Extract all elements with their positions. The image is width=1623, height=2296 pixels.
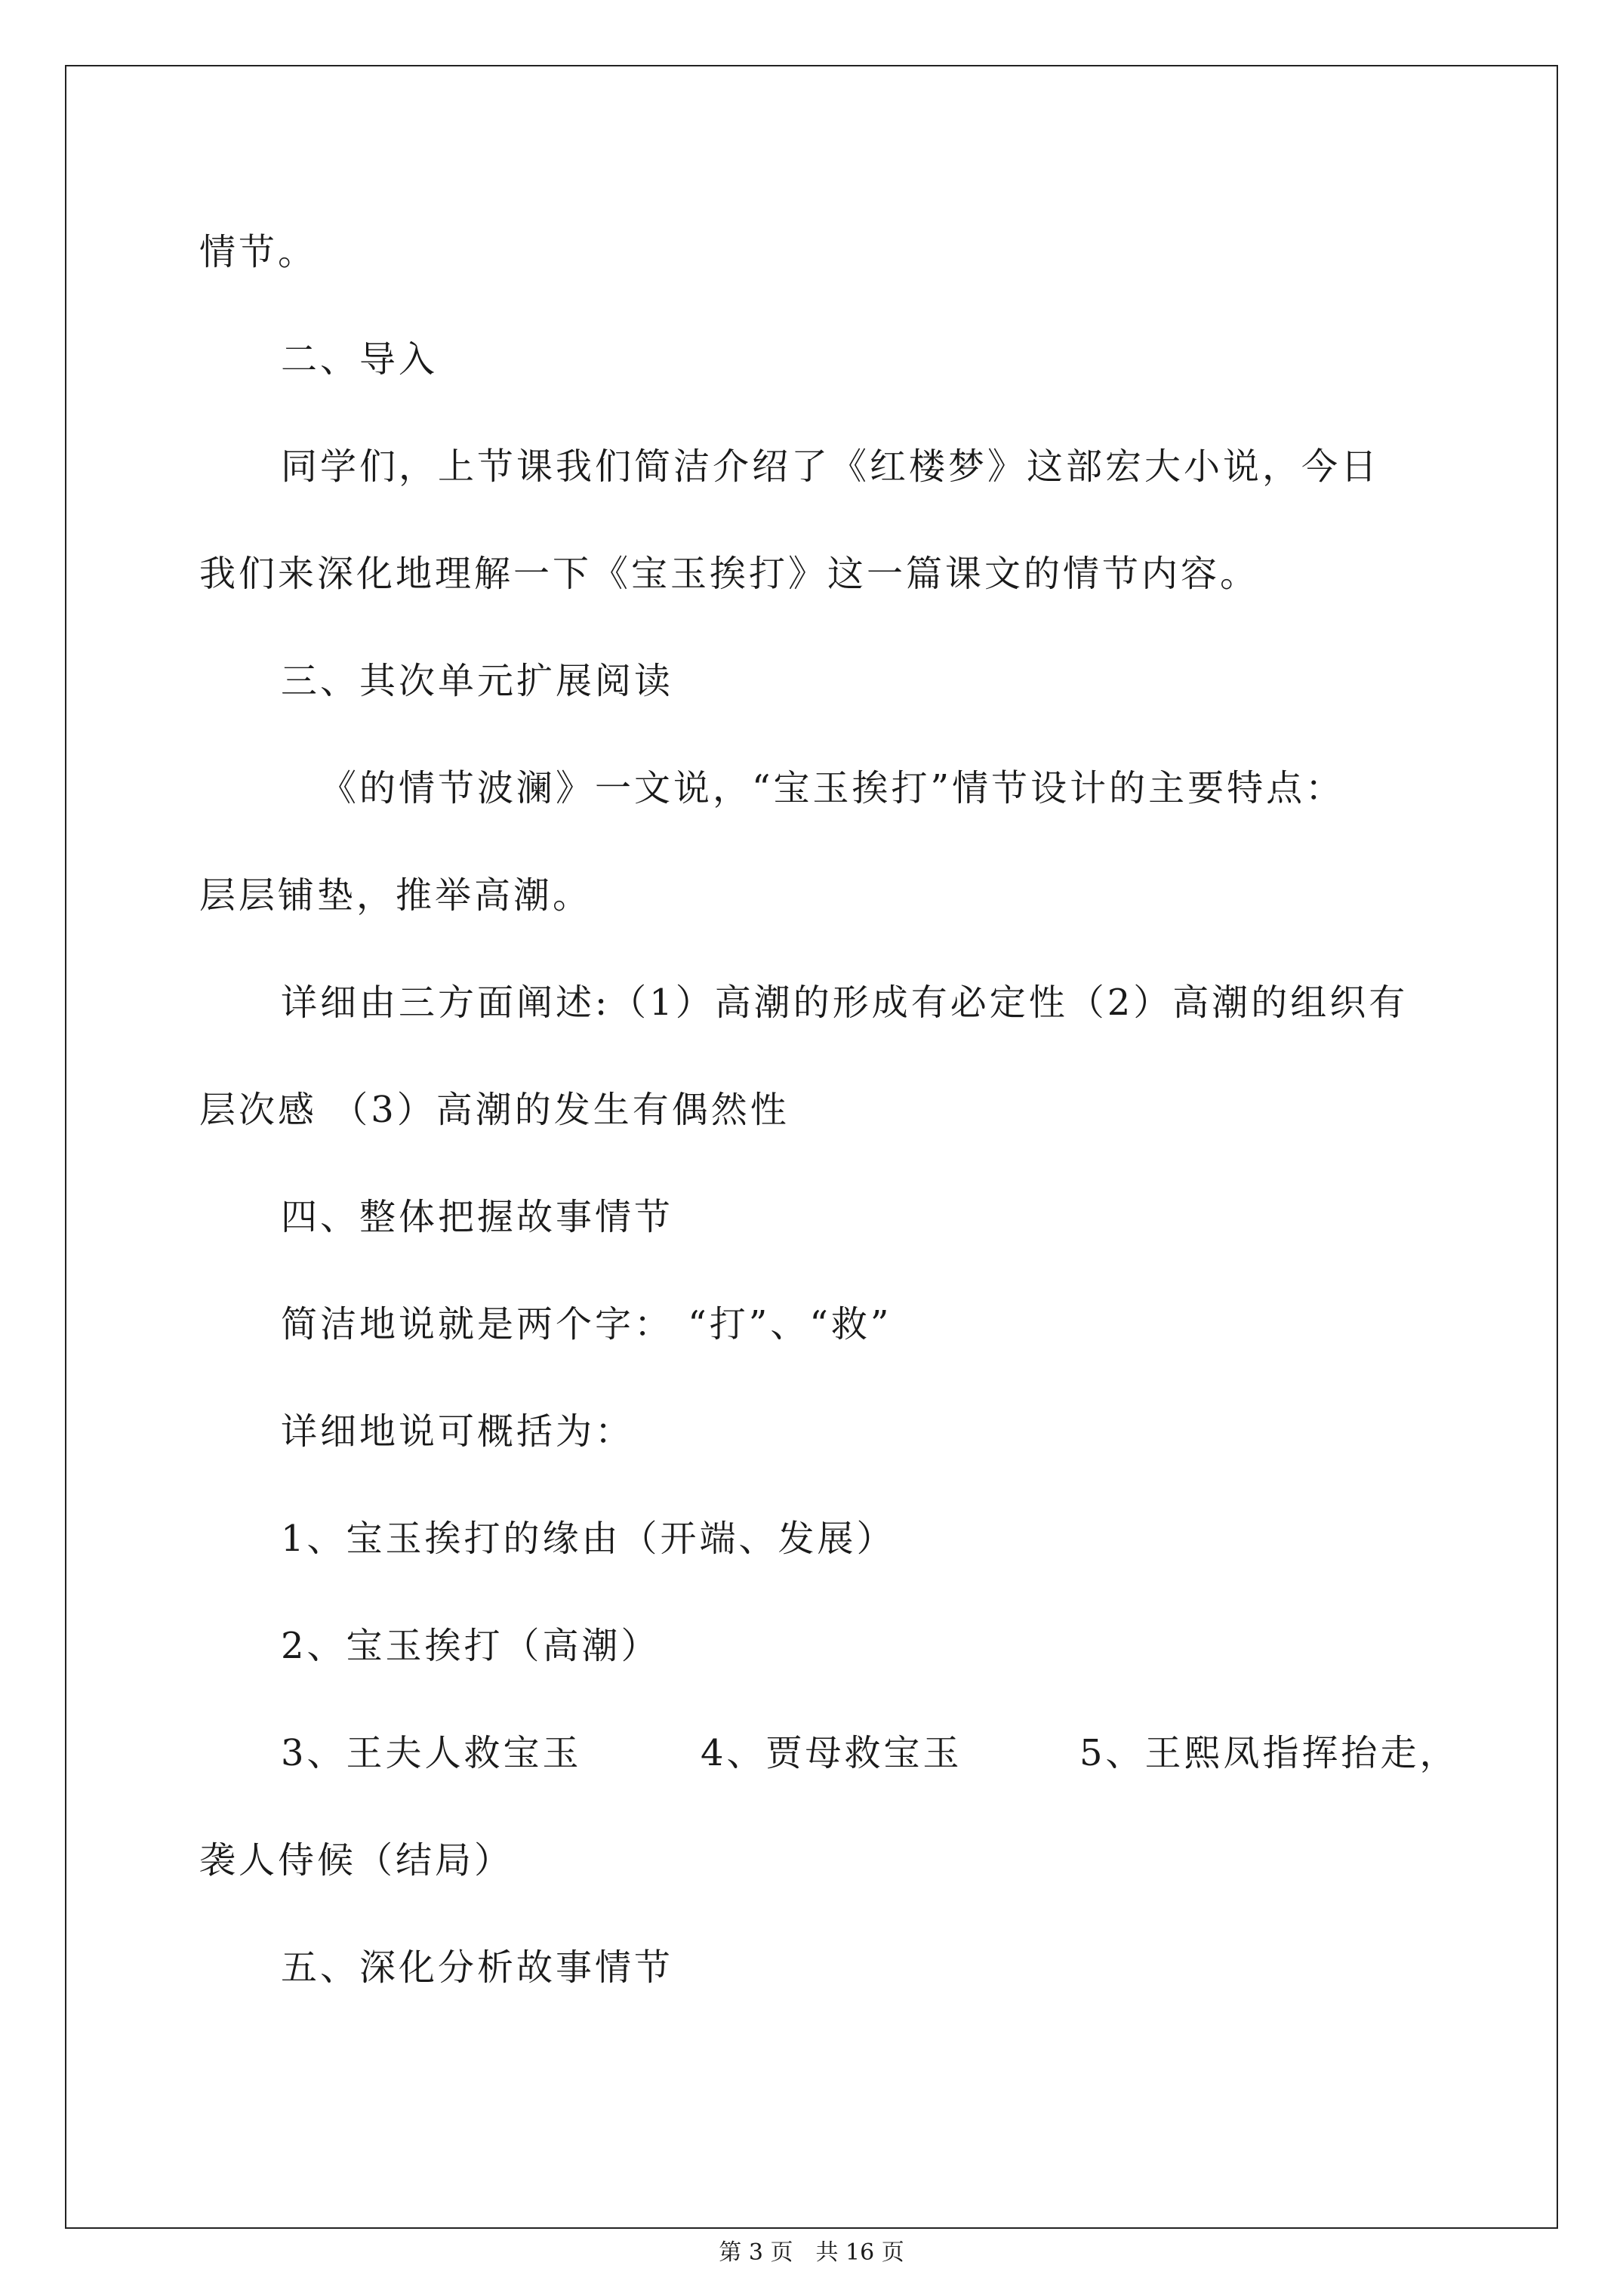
section-heading: 二、导入 (281, 338, 439, 381)
list-item: 1、宝玉挨打的缘由（开端、发展） (281, 1518, 896, 1560)
text-line: 详细地说可概括为： (281, 1410, 635, 1453)
text-line: 层次感 （3）高潮的发生有偶然性 (199, 1089, 790, 1131)
list-item: 5、王熙凤指挥抬走， (1079, 1732, 1459, 1774)
list-item: 3、王夫人救宝玉 (281, 1732, 582, 1774)
section-heading: 四、整体把握故事情节 (281, 1196, 674, 1238)
text-line: 情节。 (199, 231, 318, 273)
text-line: 层层铺垫，推举高潮。 (199, 874, 593, 917)
text-line: 《的情节波澜》一文说，“宝玉挨打”情节设计的主要特点： (320, 767, 1345, 809)
list-item: 2、宝玉挨打（高潮） (281, 1625, 661, 1667)
section-heading: 三、其次单元扩展阅读 (281, 660, 674, 702)
page-number: 第 3 页 共 16 页 (719, 2239, 904, 2266)
text-line: 袭人侍候（结局） (199, 1839, 514, 1881)
text-line: 简洁地说就是两个字： “打”、“救” (281, 1303, 892, 1345)
list-item: 4、贾母救宝玉 (701, 1732, 962, 1774)
section-heading: 五、深化分析故事情节 (281, 1946, 674, 1989)
text-line: 我们来深化地理解一下《宝玉挨打》这一篇课文的情节内容。 (199, 553, 1260, 595)
text-line: 详细由三方面阐述:（1）高潮的形成有必定性（2）高潮的组织有 (281, 982, 1409, 1024)
page-border (65, 65, 1558, 2229)
text-line: 同学们，上节课我们简洁介绍了《红楼梦》这部宏大小说，今日 (281, 445, 1381, 488)
